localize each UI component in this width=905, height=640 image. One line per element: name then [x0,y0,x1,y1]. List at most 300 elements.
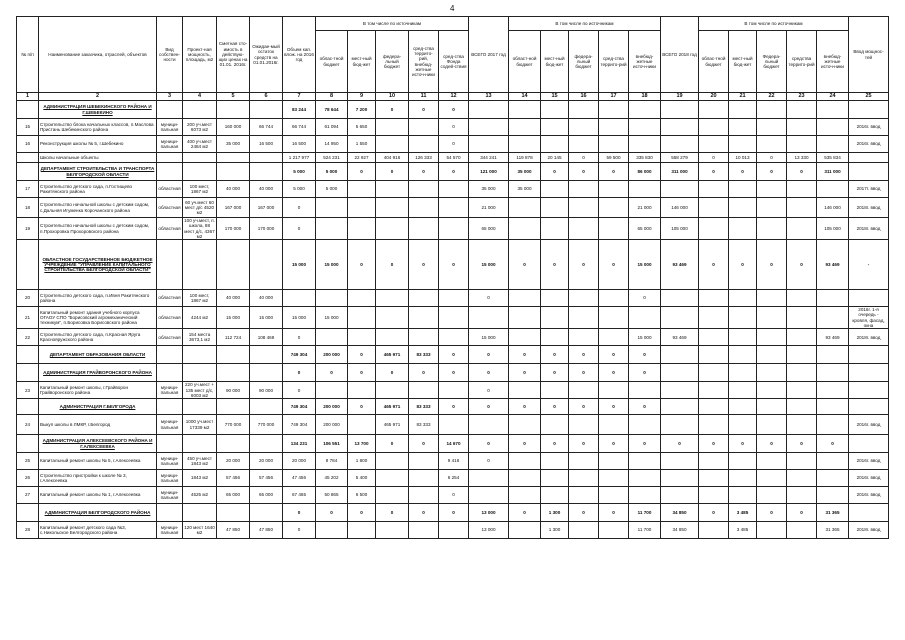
row-number-cell: 25 [17,453,39,470]
table-cell [599,415,629,435]
table-cell [599,307,629,329]
table-cell [541,470,569,487]
column-number: 1 [17,93,39,101]
table-cell: 0 [283,218,316,240]
table-cell: 0 [469,435,509,453]
table-cell [509,415,541,435]
table-cell [787,415,817,435]
table-cell [509,101,541,119]
table-cell: 311 000 [661,163,699,181]
table-cell: 65 000 [217,487,250,504]
row-number-cell: 17 [17,181,39,198]
table-cell [541,218,569,240]
table-cell [316,522,348,539]
table-cell [217,364,250,382]
object-name-cell: Строительство детского сада, п.Гостищево Ракитянского района [39,181,157,198]
table-cell [787,198,817,218]
table-cell [757,290,787,307]
table-cell: 106 551 [316,435,348,453]
table-cell: 0 [599,399,629,415]
table-cell: 0 [469,399,509,415]
table-cell [787,307,817,329]
table-cell [729,290,757,307]
table-cell: 60 уч.мест 60 мест д/с 4520 м2 [183,198,217,218]
table-cell [787,136,817,153]
column-number: 24 [817,93,849,101]
table-cell: 154 места 3673,1 м2 [183,329,217,346]
table-cell: 400 уч.мест 2484 м2 [183,136,217,153]
section-row [17,435,889,453]
table-cell: 535 834 [817,153,849,163]
table-cell [157,240,183,290]
table-cell: 4525 м2 [183,487,217,504]
table-cell: 0 [409,435,439,453]
table-cell: 93 469 [817,240,849,290]
table-cell: 465 971 [376,415,409,435]
table-cell: 0 [439,119,469,136]
table-cell: 0 [409,504,439,522]
table-cell: 105 000 [817,218,849,240]
table-cell: областная [157,290,183,307]
table-row [17,382,889,399]
table-cell [787,522,817,539]
table-cell [629,453,661,470]
table-cell [699,346,729,364]
column-number: 10 [376,93,409,101]
row-number-cell [17,101,39,119]
table-cell: 0 [541,364,569,382]
table-cell: областная [157,307,183,329]
table-cell [409,198,439,218]
table-cell [849,435,889,453]
table-cell: 0 [599,346,629,364]
table-cell [569,470,599,487]
table-cell [541,136,569,153]
table-cell [787,399,817,415]
table-cell: 16 500 [250,136,283,153]
table-cell [629,487,661,504]
table-cell: 0 [469,382,509,399]
object-name-cell: Капитальный ремонт здания учебного корпуса ОГАОУ СПО "Борисовский агромеханический техникум", п.Борисовка Борисовского района [39,307,157,329]
table-cell: 146 000 [661,198,699,218]
table-cell [849,399,889,415]
header-volume-2016: Объем кап. влож. на 2016 год [283,17,316,93]
table-cell [661,487,699,504]
table-cell: 0 [757,163,787,181]
column-number: 7 [283,93,316,101]
table-cell: 2016г. ввод [849,453,889,470]
table-cell: 170 000 [217,218,250,240]
column-number: 13 [469,93,509,101]
table-cell: 83 333 [409,415,439,435]
table-cell: 13 700 [348,435,376,453]
table-cell [541,181,569,198]
table-cell [250,240,283,290]
column-number: 25 [849,93,889,101]
table-cell: 0 [409,163,439,181]
header-commission: Ввод мощнос-тей [849,17,889,93]
table-cell [817,101,849,119]
table-cell [729,181,757,198]
header-territory-2018: средства террито-рий [787,31,817,93]
table-cell [699,136,729,153]
table-cell [409,119,439,136]
column-number: 4 [183,93,217,101]
table-cell: 40 000 [250,290,283,307]
header-regional-2017: област-ной бюджет [509,31,541,93]
section-row [17,346,889,364]
table-cell: 2018г. ввод [849,198,889,218]
table-cell: 0 [699,435,729,453]
table-cell [729,307,757,329]
table-cell: 0 [699,163,729,181]
column-number: 8 [316,93,348,101]
table-cell: 40 000 [217,181,250,198]
table-cell: 0 [569,163,599,181]
table-row [17,290,889,307]
table-row [17,453,889,470]
column-number: 2 [39,93,157,101]
table-cell: 47 456 [283,470,316,487]
table-cell: 100 мест, 1867 м2 [183,181,217,198]
header-federal: федера-льный бюджет [376,31,409,93]
table-cell [217,101,250,119]
table-cell: 5 000 [283,163,316,181]
table-cell [376,522,409,539]
table-cell [817,382,849,399]
table-cell [348,329,376,346]
table-cell: 558 279 [661,153,699,163]
table-cell [729,399,757,415]
header-sources-2018: В том числе по источникам [699,17,849,31]
table-cell [699,101,729,119]
table-cell [348,198,376,218]
table-cell: 66 744 [283,119,316,136]
table-cell: 83 333 [409,399,439,415]
table-cell: 0 [787,163,817,181]
table-cell: 0 [599,364,629,382]
column-number: 3 [157,93,183,101]
table-row [17,329,889,346]
table-row [17,415,889,435]
table-cell: 0 [541,435,569,453]
table-cell: 93 469 [817,329,849,346]
table-cell: 0 [283,364,316,382]
table-cell [217,346,250,364]
table-cell: 15 000 [316,240,348,290]
table-cell [569,290,599,307]
table-cell [629,307,661,329]
table-cell: муници-пальная [157,470,183,487]
table-cell [541,487,569,504]
row-number-cell [17,435,39,453]
table-cell [757,329,787,346]
table-cell [817,136,849,153]
table-row [17,181,889,198]
table-cell: 86 000 [629,163,661,181]
object-name-cell: ДЕПАРТАМЕНТ СТРОИТЕЛЬСТВА И ТРАНСПОРТА БЕЛГОРОДСКОЙ ОБЛАСТИ [39,163,157,181]
table-cell: 167 000 [250,198,283,218]
column-number: 16 [569,93,599,101]
object-name-cell: Капитальный ремонт школы № 5, г.Алексеевка [39,453,157,470]
table-cell [629,119,661,136]
table-cell [217,163,250,181]
table-cell [183,101,217,119]
table-cell [376,487,409,504]
table-cell [757,522,787,539]
row-number-cell: 26 [17,470,39,487]
table-cell: 2016г. ввод [849,487,889,504]
table-cell: 65 000 [629,218,661,240]
table-cell: 0 [569,504,599,522]
column-number: 19 [661,93,699,101]
table-cell [250,399,283,415]
table-cell [569,329,599,346]
table-cell: 0 [541,346,569,364]
table-cell [757,346,787,364]
table-cell [661,119,699,136]
table-row [17,136,889,153]
column-number: 21 [729,93,757,101]
table-cell: 126 333 [409,153,439,163]
table-cell [541,415,569,435]
table-cell [729,198,757,218]
table-cell: 15 000 [316,307,348,329]
table-cell [699,487,729,504]
table-cell [569,198,599,218]
table-cell [439,198,469,218]
table-cell: 0 [729,240,757,290]
object-name-cell: Строительство пристройки к школе № 3, г.Алексеевка [39,470,157,487]
investment-table [16,16,889,539]
table-cell: 20 000 [250,453,283,470]
table-cell [787,470,817,487]
table-cell [439,329,469,346]
table-cell [729,329,757,346]
table-cell [183,364,217,382]
table-cell: 22 927 [348,153,376,163]
table-cell: 2017г. ввод [849,181,889,198]
column-number: 9 [348,93,376,101]
table-cell [629,181,661,198]
table-cell [629,415,661,435]
table-cell [509,453,541,470]
table-cell: 15 000 [629,329,661,346]
table-cell: 93 469 [661,240,699,290]
table-cell: 770 000 [250,415,283,435]
table-cell: 2018г. ввод [849,329,889,346]
table-cell [787,364,817,382]
table-cell: 119 878 [509,153,541,163]
table-cell: 78 644 [316,101,348,119]
table-cell [817,415,849,435]
object-name-cell: Выкуп школы в ЛМКР, г.Белгород [39,415,157,435]
object-name-cell: АДМИНИСТРАЦИЯ БЕЛГОРОДСКОГО РАЙОНА [39,504,157,522]
table-cell [348,382,376,399]
table-cell [661,399,699,415]
object-name-cell: Строительство начальной школы с детским садом, с.Дальняя Игуменка Корочанского района [39,198,157,218]
table-cell: 9 416 [439,453,469,470]
header-sources-2016: В том числе по источникам [316,17,469,31]
table-cell [509,487,541,504]
table-cell [217,504,250,522]
table-cell [849,346,889,364]
table-cell: 0 [509,399,541,415]
table-cell [787,290,817,307]
table-cell [509,307,541,329]
table-cell [541,382,569,399]
table-cell [183,163,217,181]
table-cell: 50 865 [316,487,348,504]
table-cell: 0 [409,101,439,119]
header-name: Наименование заказчика, отраслей, объектов [39,17,157,93]
table-cell: 13 330 [787,153,817,163]
table-cell [817,290,849,307]
table-cell: 0 [439,399,469,415]
table-cell [439,181,469,198]
table-cell: 0 [439,364,469,382]
table-cell [541,119,569,136]
table-cell: 14 950 [316,136,348,153]
table-cell: 0 [509,435,541,453]
object-name-cell: Строительство блока начальных классов, п.Масловa Пристань Шебекинского района [39,119,157,136]
table-cell: 1000 уч.мест 17339 м2 [183,415,217,435]
section-row [17,101,889,119]
table-row [17,198,889,218]
table-cell: 90 000 [250,382,283,399]
object-name-cell: Школы начальные объекты [39,153,157,163]
table-cell [699,181,729,198]
table-cell [157,101,183,119]
table-cell [569,119,599,136]
table-cell: 1 550 [348,136,376,153]
object-name-cell: ДЕПАРТАМЕНТ ОБРАЗОВАНИЯ ОБЛАСТИ [39,346,157,364]
object-name-cell: Капитальный ремонт школы, г.Грайворон Грайворонского района [39,382,157,399]
header-territory: сред-ства террито-рий, внебюд-жетные источ-ники [409,31,439,93]
table-cell: 40 000 [250,181,283,198]
table-cell [569,136,599,153]
row-number-cell [17,399,39,415]
table-cell [599,198,629,218]
table-cell [509,136,541,153]
table-cell: 749 304 [283,346,316,364]
table-cell [787,218,817,240]
table-cell: 59 500 [599,153,629,163]
table-cell: - [849,240,889,290]
table-cell: 0 [569,435,599,453]
table-cell [729,487,757,504]
table-cell [376,136,409,153]
table-cell [348,290,376,307]
table-cell: 0 [629,435,661,453]
table-cell [348,415,376,435]
table-cell: 65 000 [469,218,509,240]
table-cell: 0 [283,329,316,346]
table-cell: 1843 м2 [183,470,217,487]
table-cell: 15 000 [469,329,509,346]
table-cell: 200 000 [316,399,348,415]
table-cell [569,453,599,470]
table-cell [250,163,283,181]
table-cell: 11 700 [629,522,661,539]
table-cell: 749 304 [283,415,316,435]
table-row [17,487,889,504]
table-cell: 45 202 [316,470,348,487]
header-federal-2018: Федера-льный бюджет [757,31,787,93]
table-row [17,522,889,539]
table-row [17,307,889,329]
table-cell [599,119,629,136]
object-name-cell: АДМИНИСТРАЦИЯ Г.БЕЛГОРОДА [39,399,157,415]
table-cell: 5 650 [348,119,376,136]
table-cell [661,101,699,119]
table-cell [509,198,541,218]
table-cell: 335 830 [629,153,661,163]
table-cell [250,364,283,382]
header-total-2018: ВСЕГО 2018 год [661,17,699,93]
table-cell [569,522,599,539]
column-number: 6 [250,93,283,101]
header-fund: сред-ства Фонда содей-ствия [439,31,469,93]
table-cell: 15 000 [217,307,250,329]
table-cell [509,218,541,240]
table-cell [569,415,599,435]
table-cell [757,181,787,198]
table-cell [217,399,250,415]
header-estimate: Сметная сто-имость в действую-щих ценах на 01.01. 2016г. [217,17,250,93]
table-cell [757,136,787,153]
table-cell: 0 [757,153,787,163]
row-number-cell [17,163,39,181]
table-cell [409,453,439,470]
table-cell: 47 850 [217,522,250,539]
table-cell: 0 [569,364,599,382]
table-cell: 8 784 [316,453,348,470]
table-cell: 0 [817,435,849,453]
row-number-cell: 19 [17,218,39,240]
table-cell [469,119,509,136]
table-cell: 3 485 [729,504,757,522]
table-cell [376,119,409,136]
table-cell: 2016г. ввод [849,136,889,153]
table-cell [316,382,348,399]
table-cell: 0 [439,101,469,119]
table-cell: 0 [469,453,509,470]
table-cell [757,198,787,218]
table-cell [849,290,889,307]
table-cell [729,382,757,399]
table-cell: 20 000 [283,453,316,470]
table-cell: 2018г. ввод [849,522,889,539]
table-cell [787,382,817,399]
table-cell [509,470,541,487]
table-cell [817,346,849,364]
table-cell [376,290,409,307]
table-cell [729,453,757,470]
table-cell [849,364,889,382]
table-cell: 15 000 [250,307,283,329]
header-local-2017: мест-ный бюд-жет [541,31,569,93]
table-cell: 65 000 [250,487,283,504]
table-cell: 465 971 [376,399,409,415]
table-cell: 0 [629,346,661,364]
table-cell [787,101,817,119]
table-cell [757,307,787,329]
table-cell: 35 000 [469,181,509,198]
table-cell: 0 [699,240,729,290]
table-cell [469,470,509,487]
table-cell [787,346,817,364]
